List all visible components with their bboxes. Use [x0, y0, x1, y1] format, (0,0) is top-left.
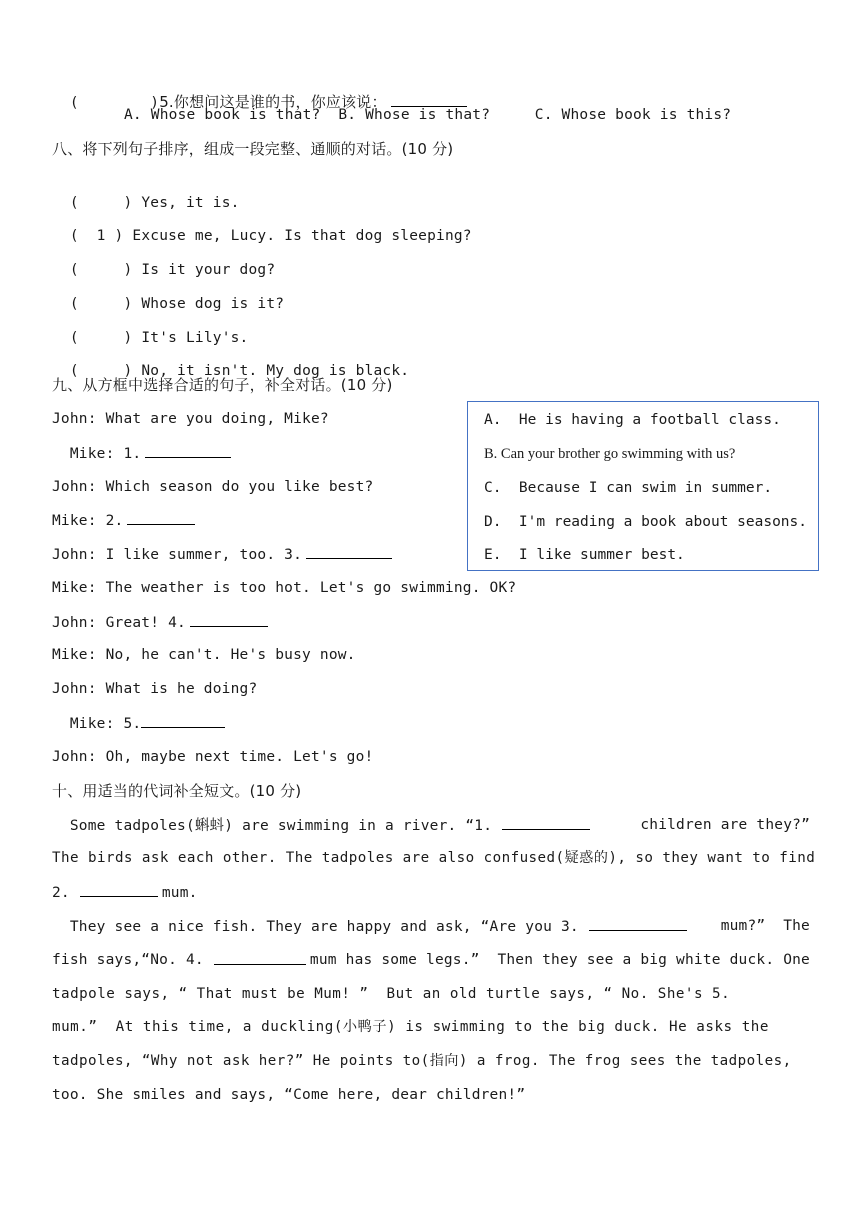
- passage-blank-3[interactable]: [589, 916, 687, 931]
- s8-paren-4[interactable]: ( ): [69, 296, 133, 312]
- q5-options: A. Whose book is that? B. Whose is that? C. Whose book is this?: [124, 107, 732, 123]
- option-d: D. I'm reading a book about seasons.: [484, 514, 808, 530]
- section8-heading: 八、将下列句子排序，组成一段完整、通顺的对话。(10 分): [52, 140, 454, 158]
- p2-line-2: [52, 950, 810, 970]
- dialog-text-10: Mike: 5.: [52, 716, 142, 732]
- blank-3[interactable]: [306, 544, 392, 559]
- p1-text-3b: mum.: [161, 885, 198, 901]
- s8-text-5: It's Lily's.: [141, 330, 249, 346]
- dialog-line-8: Mike: No, he can't. He's busy now.: [52, 647, 356, 663]
- s8-paren-3[interactable]: ( ): [69, 262, 133, 278]
- blank-2[interactable]: [127, 510, 195, 525]
- blank-1[interactable]: [145, 443, 231, 458]
- dialog-line-9: John: What is he doing?: [52, 681, 258, 697]
- p2-text-1a: They see a nice fish. They are happy and ask, “Are you 3.: [52, 919, 579, 935]
- p2-line-6: too. She smiles and says, “Come here, dear children!”: [52, 1087, 526, 1103]
- passage-blank-4[interactable]: [214, 950, 306, 965]
- section10-heading: 十、用适当的代词补全短文。(10 分): [52, 782, 302, 800]
- p2-line-4: mum.” At this time, a duckling(小鸭子) is swimming to the big duck. He asks the: [52, 1019, 769, 1035]
- p1-text-1a: Some tadpoles(蝌蚪) are swimming in a river. “1.: [52, 818, 493, 834]
- dialog-line-2: [52, 443, 235, 464]
- s8-text-4: Whose dog is it?: [141, 296, 285, 312]
- s8-text-6: No, it isn't. My dog is black.: [141, 363, 410, 379]
- passage-blank-1[interactable]: [502, 815, 590, 830]
- dialog-line-4: [52, 510, 199, 531]
- p2-text-1b: mum?” The: [720, 918, 810, 934]
- p2-text-2b: mum has some legs.” Then they see a big white duck. One: [309, 952, 810, 968]
- dialog-text-5: John: I like summer, too. 3.: [52, 547, 303, 563]
- dialog-line-3: John: Which season do you like best?: [52, 479, 374, 495]
- p1-text-3a: 2.: [52, 885, 70, 901]
- section9-heading: 九、从方框中选择合适的句子，补全对话。(10 分): [52, 376, 393, 394]
- dialog-line-5: [52, 544, 396, 565]
- s8-paren-1[interactable]: ( ): [69, 195, 133, 211]
- s8-paren-6[interactable]: ( ): [69, 363, 133, 379]
- p2-line-1: [52, 916, 810, 937]
- dialog-line-1: John: What are you doing, Mike?: [52, 411, 329, 427]
- option-a: A. He is having a football class.: [484, 412, 781, 428]
- s8-text-3: Is it your dog?: [141, 262, 276, 278]
- blank-4[interactable]: [190, 612, 268, 627]
- options-box: [467, 401, 819, 571]
- s8-text-2: Excuse me, Lucy. Is that dog sleeping?: [132, 228, 472, 244]
- blank-5[interactable]: [141, 713, 225, 728]
- dialog-line-6: Mike: The weather is too hot. Let's go swimming. OK?: [52, 580, 517, 596]
- dialog-line-11: John: Oh, maybe next time. Let's go!: [52, 749, 374, 765]
- p1-line-3: [52, 882, 198, 903]
- p2-line-5: tadpoles, “Why not ask her?” He points to(指向) a frog. The frog sees the tadpoles,: [52, 1053, 792, 1069]
- p1-line-2: The birds ask each other. The tadpoles are also confused(疑惑的), so they want to find: [52, 850, 816, 866]
- p2-text-2a: fish says,“No. 4.: [52, 952, 204, 968]
- s8-text-1: Yes, it is.: [141, 195, 240, 211]
- passage-blank-2[interactable]: [80, 882, 158, 897]
- dialog-line-10: [52, 713, 229, 734]
- p1-text-1b: children are they?”: [640, 817, 810, 833]
- s8-paren-2[interactable]: ( 1 ): [69, 228, 124, 244]
- dialog-text-4: Mike: 2.: [52, 513, 124, 529]
- p2-line-3: tadpole says, “ That must be Mum! ” But an old turtle says, “ No. She's 5.: [52, 986, 731, 1002]
- s8-paren-5[interactable]: ( ): [69, 330, 133, 346]
- option-e: E. I like summer best.: [484, 547, 685, 563]
- option-b: B. Can your brother go swimming with us?: [484, 446, 736, 462]
- option-c: C. Because I can swim in summer.: [484, 480, 773, 496]
- dialog-text-2: Mike: 1.: [52, 446, 142, 462]
- q5-question: 5.你想问这是谁的书，你应该说：: [159, 93, 387, 111]
- p1-line-1: [52, 815, 810, 836]
- dialog-line-7: [52, 612, 272, 633]
- q5-paren: ( ): [69, 95, 160, 111]
- dialog-text-7: John: Great! 4.: [52, 615, 186, 631]
